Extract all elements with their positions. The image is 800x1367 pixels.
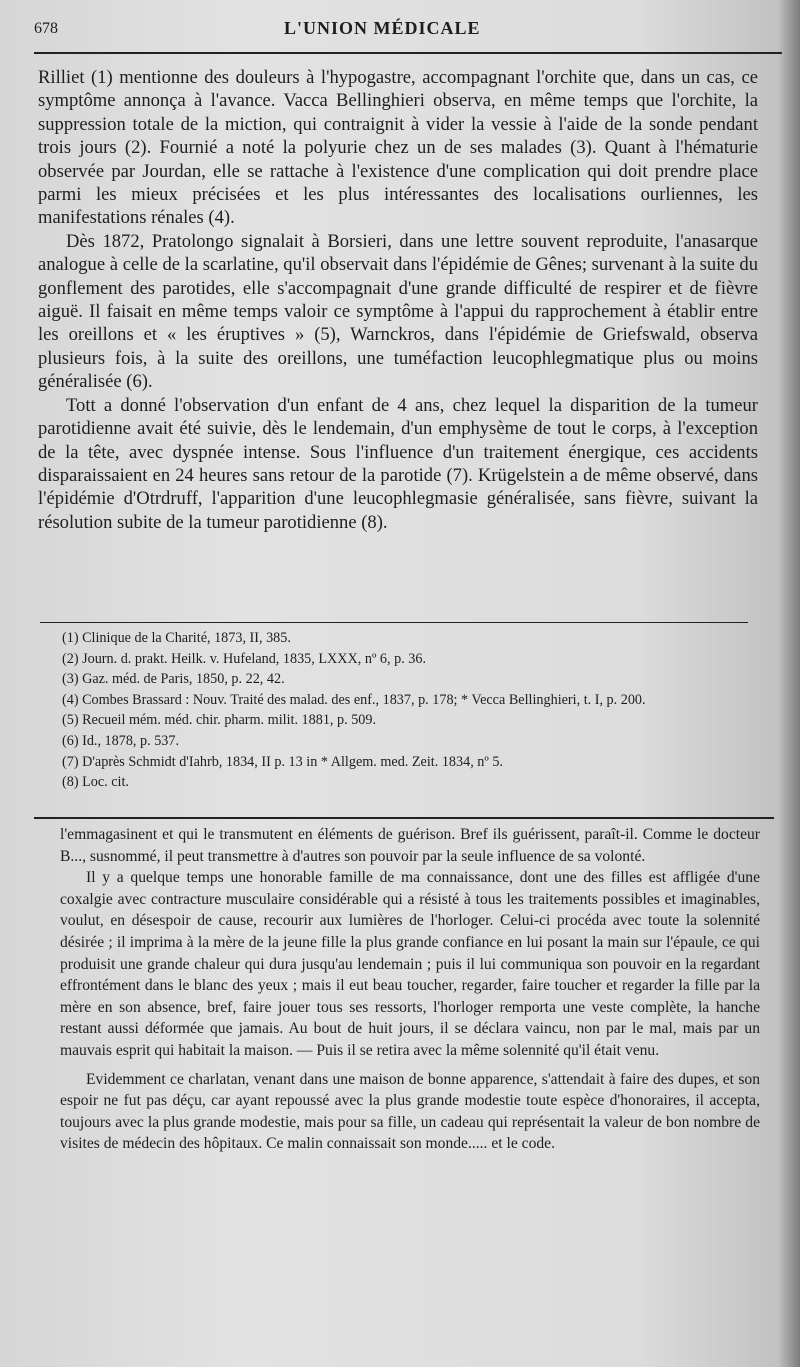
feuilleton-rule (34, 817, 774, 819)
footnotes (40, 628, 748, 793)
running-title: L'UNION MÉDICALE (284, 18, 481, 38)
footnote-item: (2) Journ. d. prakt. Heilk. v. Hufeland, 1835, LXXX, nº 6, p. 36. (62, 650, 427, 667)
page-number: 678 (34, 20, 58, 37)
footnote-item: (5) Recueil mém. méd. chir. pharm. milit. 1881, p. 509. (62, 712, 377, 729)
main-paragraph: Rilliet (1) mentionne des douleurs à l'hypogastre, accompagnant l'orchite que, dans un cas, ce symptôme annonça à l'avance. Vacca Bellinghieri observa, en même temps que l'orchite, la suppression totale de la miction, qui contraignit à vider la vessie à l'aide de la sonde pendant trois jours (2). Fournié a noté la polyurie chez un de ses malades (3). Quant à l'hématurie observée par Jourdan, elle se rattache à l'existence d'une complication qui doit prendre place parmi les mieux précisées et les plus intéressantes des localisations ourliennes, les manifestations rénales (4). (38, 67, 758, 229)
footnote-item: (3) Gaz. méd. de Paris, 1850, p. 22, 42. (62, 671, 285, 688)
main-paragraph: Tott a donné l'observation d'un enfant de 4 ans, chez lequel la disparition de la tumeur parotidienne avait été suivie, dès le lendemain, d'un emphysème de tout le corps, à l'exception de la tête, avec dyspnée intense. Sous l'influence d'un traitement énergique, ces accidents disparaissaient en 24 heures sans retour de la parotide (7). Krügelstein a de même observé, dans l'épidémie d'Otrdruff, l'apparition d'une leucophlegmasie généralisée, sans fièvre, suivant la résolution subite de la tumeur parotidienne (8). (38, 394, 758, 533)
feuilleton-paragraph: Il y a quelque temps une honorable famille de ma connaissance, dont une des filles est affligée d'une coxalgie avec contracture musculaire considérable qui a résisté à tous les traitements possibles et imaginables, voulut, en désespoir de cause, recourir aux lumières de l'horloger. Celui-ci procéda avec toute la solennité désirée ; il imprima à la mère de la jeune fille la plus grande confiance en lui posant la main sur l'épaule, ce qui produisit une grande chaleur qui dura jusqu'au lendemain ; puis il lui communiqua son pouvoir en la regardant effrontément dans le blanc des yeux ; mais il eut beau toucher, regarder, faire toucher et regarder la fille par la mère en son absence, bref, faire jouer tous ses ressorts, l'horloger remporta une veste complète, la hanche restant aussi déformée que jamais. Au bout de huit jours, il se déclara vaincu, non par le mal, mais par un mauvais esprit qui habitait la maison. — Puis il se retira avec la même solennité qu'il était venu. (60, 869, 760, 1059)
footnote-item: (8) Loc. cit. (62, 774, 129, 791)
footnote-item: (1) Clinique de la Charité, 1873, II, 385. (62, 630, 291, 646)
feuilleton-paragraph: Evidemment ce charlatan, venant dans une maison de bonne apparence, s'attendait à faire des dupes, et son espoir ne fut pas déçu, car ayant repoussé avec la plus grande modestie toute espèce d'honoraires, il accepta, toujours avec la plus grande modestie, mais pour sa fille, un cadeau qui représentait la valeur de bon nombre de visites de médecin des hôpitaux. Ce malin connaissait son monde..... et le code. (60, 1070, 760, 1153)
main-paragraph: Dès 1872, Pratolongo signalait à Borsieri, dans une lettre souvent reproduite, l'anasarque analogue à celle de la scarlatine, qu'il observait dans l'épidémie de Gênes; survenant à la suite du gonflement des parotides, elle s'accompagnait d'une grande difficulté de respirer et de fièvre aiguë. Il faisait en même temps valoir ce symptôme à l'appui du rapprochement à établir entre les oreillons et « les éruptives » (5), Warnckros, dans l'épidémie de Griefswald, observa plusieurs fois, à la suite des oreillons, une tuméfaction leucophlegmatique plus ou moins généralisée (6). (38, 230, 758, 393)
main-text-block (38, 66, 758, 534)
footnote-item: (7) D'après Schmidt d'Iahrb, 1834, II p. 13 in * Allgem. med. Zeit. 1834, nº 5. (62, 753, 503, 770)
footnote-rule (40, 622, 748, 623)
page-edge-shadow (778, 0, 800, 1367)
feuilleton-paragraph: l'emmagasinent et qui le transmutent en éléments de guérison. Bref ils guérissent, paraît-il. Comme le docteur B..., susnommé, il peut transmettre à d'autres son pouvoir par la seule influence de sa volonté. (60, 826, 760, 865)
header-rule (34, 52, 782, 54)
feuilleton-block (60, 824, 760, 1155)
footnote-item: (6) Id., 1878, p. 537. (62, 732, 180, 749)
footnote-item: (4) Combes Brassard : Nouv. Traité des malad. des enf., 1837, p. 178; * Vecca Bellinghieri, t. I, p. 200. (62, 691, 646, 708)
